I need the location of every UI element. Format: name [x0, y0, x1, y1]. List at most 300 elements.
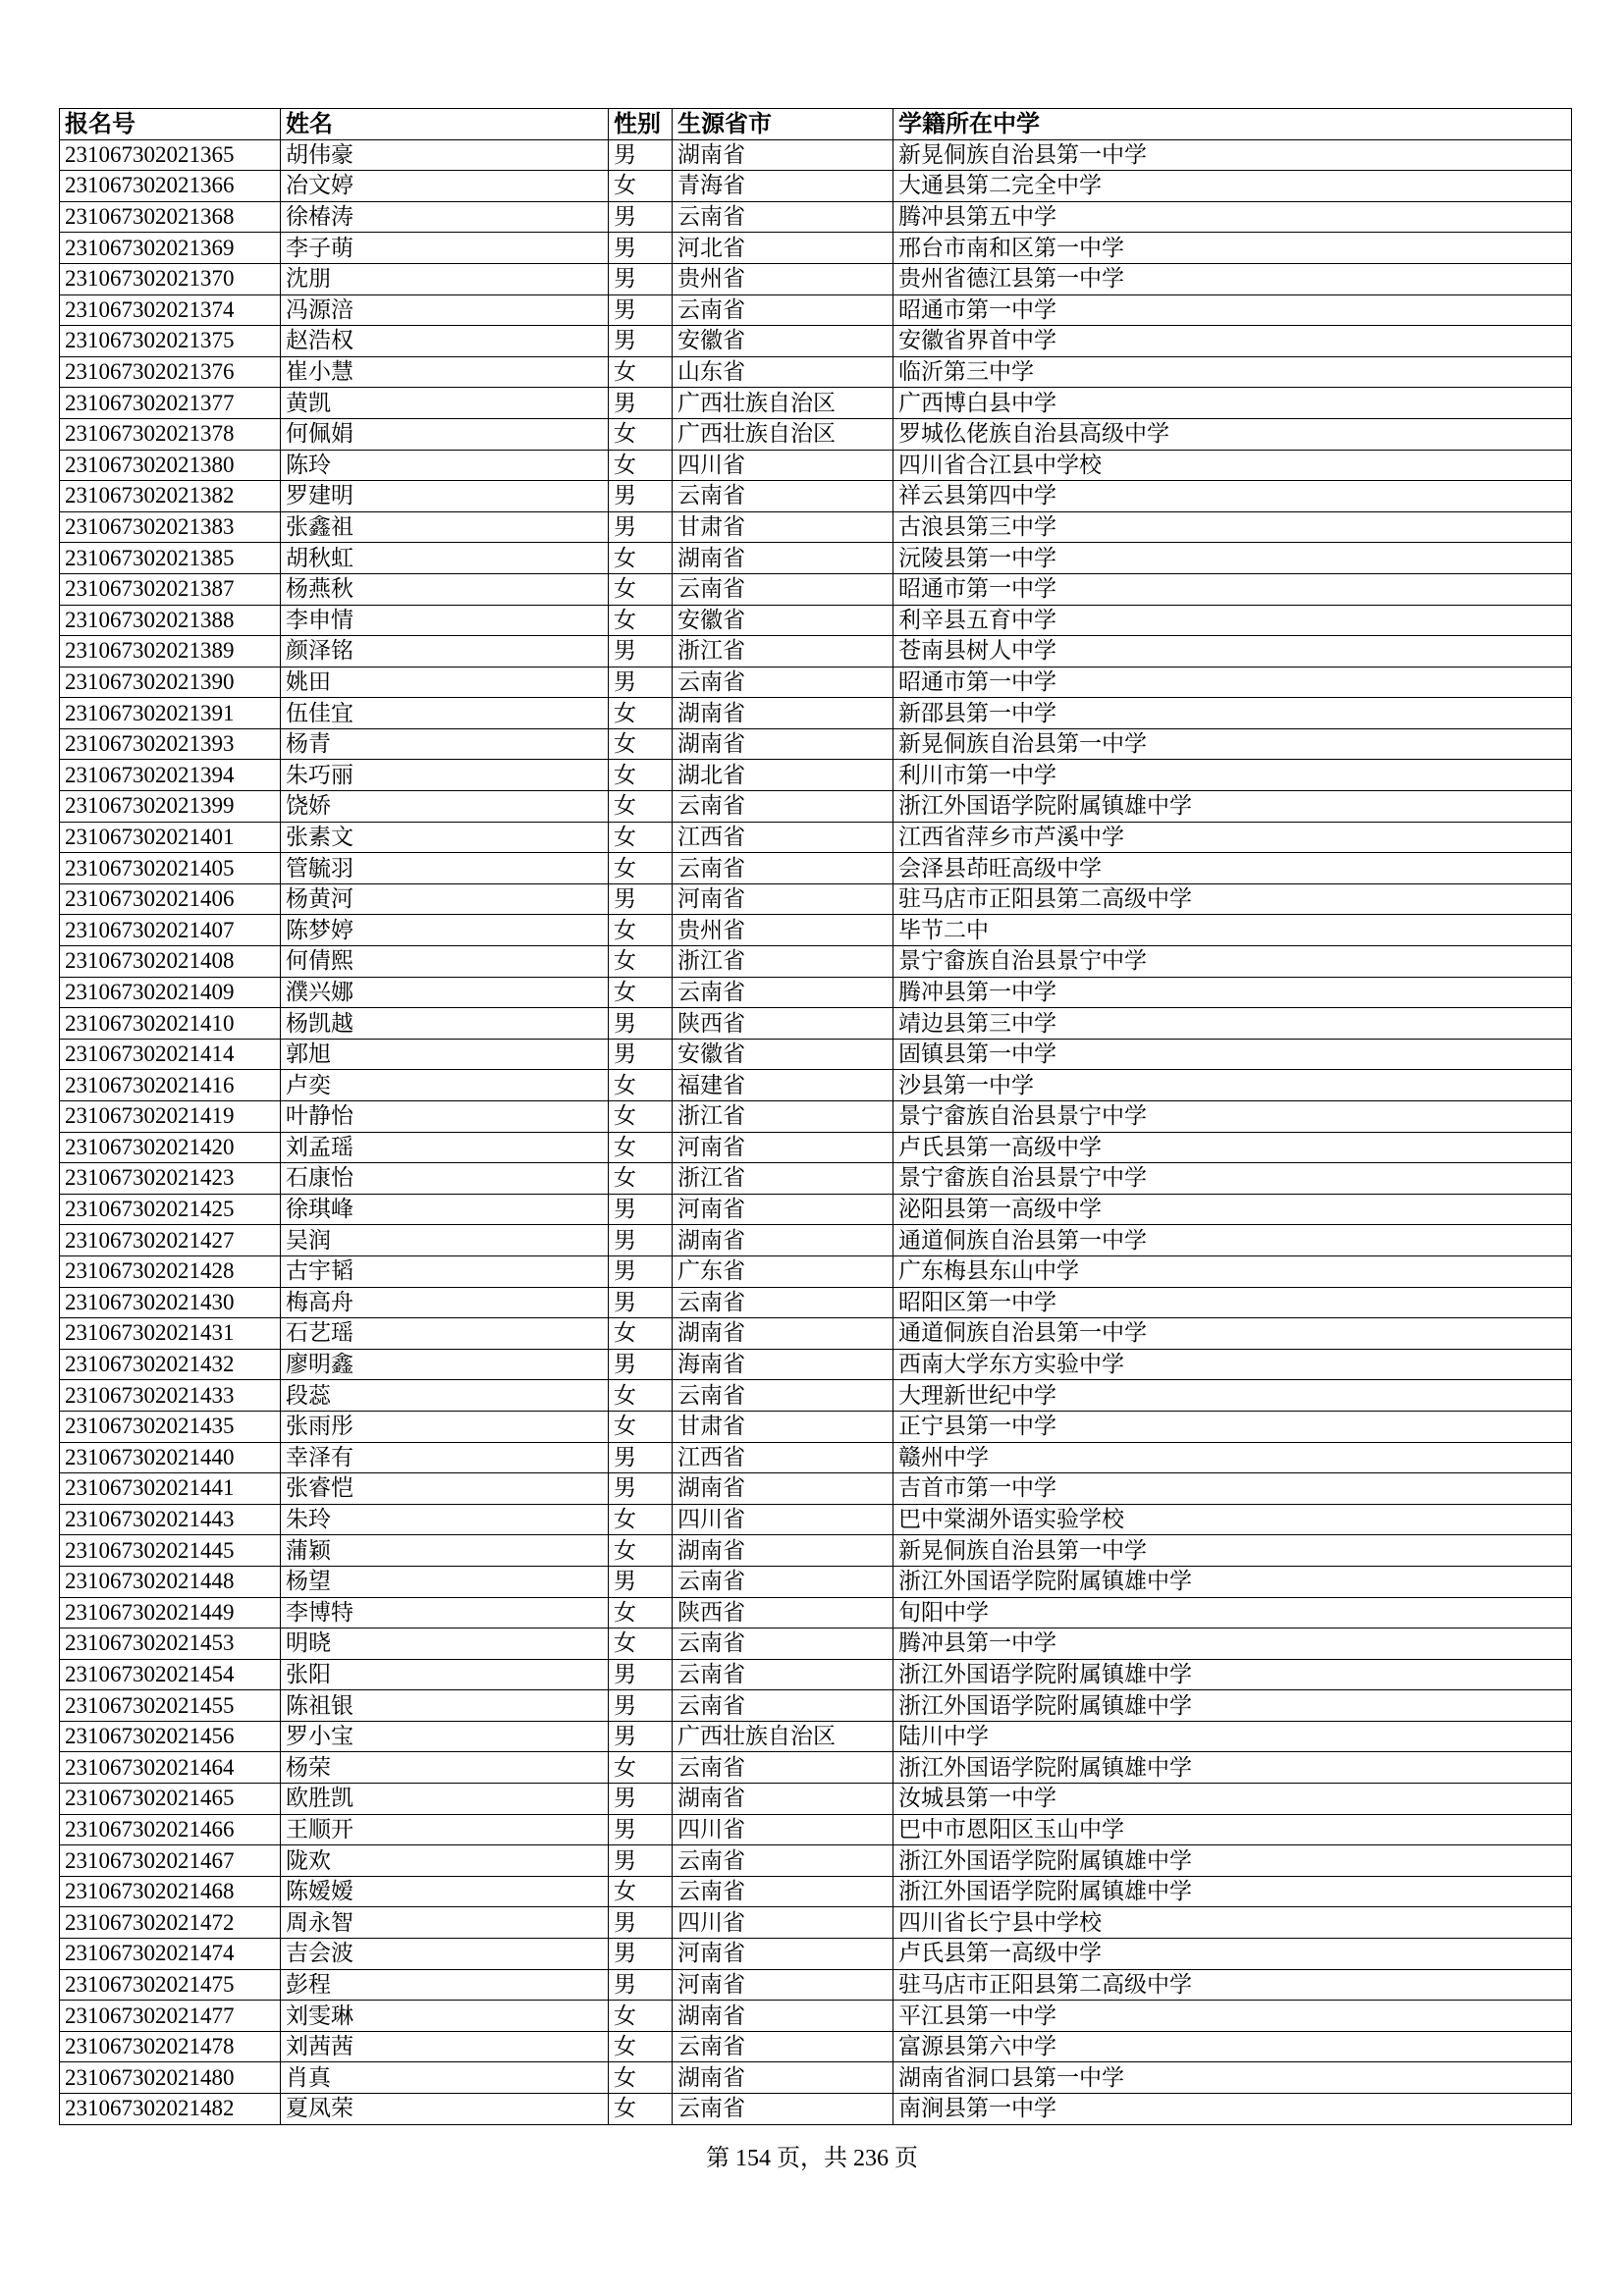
table-row [60, 822, 1572, 853]
registration-number-cell: 231067302021365 [60, 139, 281, 171]
name-cell: 杨凯越 [281, 1008, 609, 1040]
name-cell: 杨青 [281, 728, 609, 760]
table-row [60, 1442, 1572, 1473]
school-cell: 巴中市恩阳区玉山中学 [893, 1814, 1572, 1845]
school-cell: 安徽省界首中学 [893, 326, 1572, 357]
name-cell: 杨荣 [281, 1752, 609, 1784]
gender-cell: 男 [609, 1845, 673, 1877]
registration-number-cell: 231067302021475 [60, 1969, 281, 2001]
gender-cell: 男 [609, 1442, 673, 1473]
table-row [60, 915, 1572, 946]
table-row [60, 263, 1572, 294]
school-cell: 大通县第二完全中学 [893, 171, 1572, 202]
province-cell: 河南省 [673, 1939, 893, 1970]
name-cell: 何倩熙 [281, 946, 609, 978]
province-cell: 云南省 [673, 1690, 893, 1722]
table-row [60, 667, 1572, 698]
gender-cell: 女 [609, 543, 673, 574]
name-cell: 冯源涪 [281, 294, 609, 326]
school-cell: 旬阳中学 [893, 1597, 1572, 1629]
province-cell: 甘肃省 [673, 1411, 893, 1442]
table-row [60, 946, 1572, 978]
registration-number-cell: 231067302021366 [60, 171, 281, 202]
province-cell: 云南省 [673, 1380, 893, 1412]
registration-number-cell: 231067302021387 [60, 573, 281, 605]
province-cell: 四川省 [673, 1907, 893, 1939]
school-cell: 卢氏县第一高级中学 [893, 1939, 1572, 1970]
header-school: 学籍所在中学 [893, 109, 1572, 140]
table-row [60, 1535, 1572, 1567]
table-row [60, 728, 1572, 760]
school-cell: 昭通市第一中学 [893, 573, 1572, 605]
province-cell: 湖南省 [673, 728, 893, 760]
table-row [60, 1132, 1572, 1163]
gender-cell: 女 [609, 1504, 673, 1535]
name-cell: 欧胜凯 [281, 1784, 609, 1815]
name-cell: 张阳 [281, 1659, 609, 1690]
table-row [60, 883, 1572, 915]
registration-number-cell: 231067302021445 [60, 1535, 281, 1567]
school-cell: 浙江外国语学院附属镇雄中学 [893, 1566, 1572, 1597]
gender-cell: 男 [609, 233, 673, 264]
registration-number-cell: 231067302021414 [60, 1039, 281, 1070]
school-cell: 景宁畲族自治县景宁中学 [893, 1101, 1572, 1133]
table-row [60, 1876, 1572, 1907]
school-cell: 江西省萍乡市芦溪中学 [893, 822, 1572, 853]
registration-number-cell: 231067302021382 [60, 481, 281, 512]
table-row [60, 1690, 1572, 1722]
school-cell: 景宁畲族自治县景宁中学 [893, 946, 1572, 978]
table-row [60, 1255, 1572, 1287]
province-cell: 云南省 [673, 1659, 893, 1690]
registration-number-cell: 231067302021478 [60, 2031, 281, 2062]
table-row [60, 1969, 1572, 2001]
name-cell: 石艺瑶 [281, 1318, 609, 1350]
province-cell: 福建省 [673, 1070, 893, 1101]
gender-cell: 女 [609, 1132, 673, 1163]
table-row [60, 388, 1572, 419]
province-cell: 河南省 [673, 1194, 893, 1225]
province-cell: 云南省 [673, 977, 893, 1008]
school-cell: 平江县第一中学 [893, 2001, 1572, 2032]
school-cell: 固镇县第一中学 [893, 1039, 1572, 1070]
registration-number-cell: 231067302021464 [60, 1752, 281, 1784]
school-cell: 昭通市第一中学 [893, 294, 1572, 326]
province-cell: 湖南省 [673, 698, 893, 729]
province-cell: 湖南省 [673, 1473, 893, 1505]
gender-cell: 女 [609, 698, 673, 729]
gender-cell: 男 [609, 263, 673, 294]
province-cell: 河南省 [673, 1969, 893, 2001]
name-cell: 冶文婷 [281, 171, 609, 202]
name-cell: 罗小宝 [281, 1721, 609, 1752]
table-row [60, 1163, 1572, 1195]
registration-number-cell: 231067302021374 [60, 294, 281, 326]
table-row [60, 1784, 1572, 1815]
province-cell: 河南省 [673, 1132, 893, 1163]
province-cell: 山东省 [673, 356, 893, 388]
school-cell: 新邵县第一中学 [893, 698, 1572, 729]
gender-cell: 男 [609, 667, 673, 698]
school-cell: 富源县第六中学 [893, 2031, 1572, 2062]
gender-cell: 女 [609, 946, 673, 978]
school-cell: 驻马店市正阳县第二高级中学 [893, 1969, 1572, 2001]
name-cell: 濮兴娜 [281, 977, 609, 1008]
table-header-row [60, 109, 1572, 140]
school-cell: 腾冲县第五中学 [893, 201, 1572, 233]
school-cell: 赣州中学 [893, 1442, 1572, 1473]
gender-cell: 女 [609, 1876, 673, 1907]
province-cell: 广西壮族自治区 [673, 418, 893, 450]
province-cell: 湖南省 [673, 543, 893, 574]
school-cell: 沙县第一中学 [893, 1070, 1572, 1101]
name-cell: 李子萌 [281, 233, 609, 264]
registration-number-cell: 231067302021435 [60, 1411, 281, 1442]
registration-number-cell: 231067302021375 [60, 326, 281, 357]
province-cell: 陕西省 [673, 1597, 893, 1629]
school-cell: 新晃侗族自治县第一中学 [893, 728, 1572, 760]
registration-number-cell: 231067302021410 [60, 1008, 281, 1040]
province-cell: 云南省 [673, 2031, 893, 2062]
province-cell: 贵州省 [673, 263, 893, 294]
province-cell: 安徽省 [673, 326, 893, 357]
name-cell: 陈祖银 [281, 1690, 609, 1722]
school-cell: 新晃侗族自治县第一中学 [893, 1535, 1572, 1567]
name-cell: 胡伟豪 [281, 139, 609, 171]
province-cell: 广西壮族自治区 [673, 1721, 893, 1752]
gender-cell: 男 [609, 1349, 673, 1380]
name-cell: 黄凯 [281, 388, 609, 419]
registration-number-cell: 231067302021480 [60, 2062, 281, 2094]
registration-number-cell: 231067302021430 [60, 1287, 281, 1318]
province-cell: 陕西省 [673, 1008, 893, 1040]
registration-number-cell: 231067302021448 [60, 1566, 281, 1597]
province-cell: 云南省 [673, 201, 893, 233]
province-cell: 安徽省 [673, 1039, 893, 1070]
table-row [60, 1659, 1572, 1690]
name-cell: 刘孟瑶 [281, 1132, 609, 1163]
gender-cell: 女 [609, 418, 673, 450]
province-cell: 浙江省 [673, 636, 893, 667]
name-cell: 姚田 [281, 667, 609, 698]
province-cell: 云南省 [673, 573, 893, 605]
province-cell: 河南省 [673, 883, 893, 915]
gender-cell: 女 [609, 915, 673, 946]
province-cell: 云南省 [673, 853, 893, 884]
registration-number-cell: 231067302021393 [60, 728, 281, 760]
name-cell: 李申情 [281, 605, 609, 636]
header-registration-number: 报名号 [60, 109, 281, 140]
name-cell: 颜泽铭 [281, 636, 609, 667]
registration-number-cell: 231067302021449 [60, 1597, 281, 1629]
registration-number-cell: 231067302021369 [60, 233, 281, 264]
name-cell: 陈玲 [281, 450, 609, 481]
province-cell: 湖南省 [673, 1318, 893, 1350]
school-cell: 驻马店市正阳县第二高级中学 [893, 883, 1572, 915]
gender-cell: 男 [609, 511, 673, 543]
registration-number-cell: 231067302021465 [60, 1784, 281, 1815]
table-row [60, 791, 1572, 823]
school-cell: 靖边县第三中学 [893, 1008, 1572, 1040]
table-row [60, 2001, 1572, 2032]
name-cell: 徐椿涛 [281, 201, 609, 233]
table-row [60, 450, 1572, 481]
registration-number-cell: 231067302021455 [60, 1690, 281, 1722]
table-row [60, 1194, 1572, 1225]
province-cell: 四川省 [673, 1814, 893, 1845]
name-cell: 沈朋 [281, 263, 609, 294]
school-cell: 祥云县第四中学 [893, 481, 1572, 512]
province-cell: 四川省 [673, 450, 893, 481]
school-cell: 卢氏县第一高级中学 [893, 1132, 1572, 1163]
gender-cell: 女 [609, 791, 673, 823]
province-cell: 云南省 [673, 1845, 893, 1877]
school-cell: 利川市第一中学 [893, 760, 1572, 791]
table-row [60, 1039, 1572, 1070]
province-cell: 湖南省 [673, 139, 893, 171]
name-cell: 吉会波 [281, 1939, 609, 1970]
province-cell: 河北省 [673, 233, 893, 264]
gender-cell: 女 [609, 356, 673, 388]
province-cell: 甘肃省 [673, 511, 893, 543]
name-cell: 明晓 [281, 1629, 609, 1660]
school-cell: 通道侗族自治县第一中学 [893, 1225, 1572, 1256]
school-cell: 昭阳区第一中学 [893, 1287, 1572, 1318]
table-row [60, 139, 1572, 171]
province-cell: 云南省 [673, 294, 893, 326]
table-row [60, 853, 1572, 884]
name-cell: 徐琪峰 [281, 1194, 609, 1225]
registration-number-cell: 231067302021420 [60, 1132, 281, 1163]
name-cell: 吴润 [281, 1225, 609, 1256]
province-cell: 云南省 [673, 481, 893, 512]
registration-number-cell: 231067302021391 [60, 698, 281, 729]
name-cell: 罗建明 [281, 481, 609, 512]
name-cell: 古宇韬 [281, 1255, 609, 1287]
province-cell: 湖南省 [673, 2001, 893, 2032]
table-row [60, 1597, 1572, 1629]
gender-cell: 女 [609, 853, 673, 884]
province-cell: 海南省 [673, 1349, 893, 1380]
name-cell: 张素文 [281, 822, 609, 853]
school-cell: 邢台市南和区第一中学 [893, 233, 1572, 264]
school-cell: 会泽县茚旺高级中学 [893, 853, 1572, 884]
school-cell: 腾冲县第一中学 [893, 1629, 1572, 1660]
registration-number-cell: 231067302021428 [60, 1255, 281, 1287]
school-cell: 浙江外国语学院附属镇雄中学 [893, 1845, 1572, 1877]
table-row [60, 1349, 1572, 1380]
gender-cell: 女 [609, 728, 673, 760]
province-cell: 安徽省 [673, 605, 893, 636]
school-cell: 沅陵县第一中学 [893, 543, 1572, 574]
gender-cell: 男 [609, 1969, 673, 2001]
name-cell: 赵浩权 [281, 326, 609, 357]
school-cell: 四川省合江县中学校 [893, 450, 1572, 481]
gender-cell: 女 [609, 171, 673, 202]
school-cell: 南涧县第一中学 [893, 2094, 1572, 2125]
table-row [60, 1752, 1572, 1784]
gender-cell: 女 [609, 1380, 673, 1412]
gender-cell: 男 [609, 1287, 673, 1318]
registration-number-cell: 231067302021456 [60, 1721, 281, 1752]
table-row [60, 1225, 1572, 1256]
gender-cell: 男 [609, 883, 673, 915]
province-cell: 江西省 [673, 1442, 893, 1473]
table-row [60, 1939, 1572, 1970]
gender-cell: 女 [609, 450, 673, 481]
province-cell: 云南省 [673, 1566, 893, 1597]
name-cell: 何佩娟 [281, 418, 609, 450]
school-cell: 四川省长宁县中学校 [893, 1907, 1572, 1939]
gender-cell: 男 [609, 1659, 673, 1690]
gender-cell: 女 [609, 1411, 673, 1442]
registration-number-cell: 231067302021431 [60, 1318, 281, 1350]
gender-cell: 男 [609, 1814, 673, 1845]
school-cell: 泌阳县第一高级中学 [893, 1194, 1572, 1225]
name-cell: 夏凤荣 [281, 2094, 609, 2125]
province-cell: 云南省 [673, 667, 893, 698]
registration-number-cell: 231067302021399 [60, 791, 281, 823]
school-cell: 广西博白县中学 [893, 388, 1572, 419]
school-cell: 通道侗族自治县第一中学 [893, 1318, 1572, 1350]
name-cell: 张雨彤 [281, 1411, 609, 1442]
province-cell: 江西省 [673, 822, 893, 853]
registration-number-cell: 231067302021482 [60, 2094, 281, 2125]
gender-cell: 女 [609, 1163, 673, 1195]
registration-number-cell: 231067302021390 [60, 667, 281, 698]
registration-number-cell: 231067302021405 [60, 853, 281, 884]
name-cell: 梅高舟 [281, 1287, 609, 1318]
province-cell: 湖南省 [673, 1225, 893, 1256]
table-row [60, 1473, 1572, 1505]
gender-cell: 女 [609, 1752, 673, 1784]
province-cell: 浙江省 [673, 1163, 893, 1195]
name-cell: 蒲颖 [281, 1535, 609, 1567]
table-row [60, 201, 1572, 233]
name-cell: 伍佳宜 [281, 698, 609, 729]
table-body [60, 139, 1572, 2124]
registration-number-cell: 231067302021377 [60, 388, 281, 419]
gender-cell: 女 [609, 1101, 673, 1133]
registration-number-cell: 231067302021441 [60, 1473, 281, 1505]
registration-number-cell: 231067302021388 [60, 605, 281, 636]
registration-number-cell: 231067302021380 [60, 450, 281, 481]
table-row [60, 543, 1572, 574]
school-cell: 正宁县第一中学 [893, 1411, 1572, 1442]
school-cell: 巴中棠湖外语实验学校 [893, 1504, 1572, 1535]
registration-number-cell: 231067302021468 [60, 1876, 281, 1907]
province-cell: 贵州省 [673, 915, 893, 946]
registration-number-cell: 231067302021408 [60, 946, 281, 978]
registration-number-cell: 231067302021423 [60, 1163, 281, 1195]
gender-cell: 男 [609, 1039, 673, 1070]
name-cell: 朱巧丽 [281, 760, 609, 791]
school-cell: 浙江外国语学院附属镇雄中学 [893, 1752, 1572, 1784]
school-cell: 陆川中学 [893, 1721, 1572, 1752]
table-row [60, 977, 1572, 1008]
gender-cell: 女 [609, 1597, 673, 1629]
table-row [60, 171, 1572, 202]
table-row [60, 1101, 1572, 1133]
table-row [60, 605, 1572, 636]
registration-number-cell: 231067302021433 [60, 1380, 281, 1412]
school-cell: 大理新世纪中学 [893, 1380, 1572, 1412]
table-row [60, 1318, 1572, 1350]
table-row [60, 356, 1572, 388]
registration-number-cell: 231067302021385 [60, 543, 281, 574]
table-row [60, 1566, 1572, 1597]
name-cell: 肖真 [281, 2062, 609, 2094]
registration-number-cell: 231067302021467 [60, 1845, 281, 1877]
gender-cell: 女 [609, 977, 673, 1008]
gender-cell: 女 [609, 822, 673, 853]
school-cell: 腾冲县第一中学 [893, 977, 1572, 1008]
table-row [60, 294, 1572, 326]
province-cell: 青海省 [673, 171, 893, 202]
gender-cell: 男 [609, 294, 673, 326]
province-cell: 云南省 [673, 1629, 893, 1660]
registration-number-cell: 231067302021407 [60, 915, 281, 946]
school-cell: 新晃侗族自治县第一中学 [893, 139, 1572, 171]
province-cell: 云南省 [673, 791, 893, 823]
name-cell: 刘雯琳 [281, 2001, 609, 2032]
province-cell: 湖南省 [673, 1784, 893, 1815]
registration-number-cell: 231067302021401 [60, 822, 281, 853]
table-row [60, 1814, 1572, 1845]
table-row [60, 418, 1572, 450]
gender-cell: 男 [609, 636, 673, 667]
school-cell: 利辛县五育中学 [893, 605, 1572, 636]
gender-cell: 女 [609, 2062, 673, 2094]
name-cell: 石康怡 [281, 1163, 609, 1195]
school-cell: 毕节二中 [893, 915, 1572, 946]
table-row [60, 1287, 1572, 1318]
school-cell: 景宁畲族自治县景宁中学 [893, 1163, 1572, 1195]
gender-cell: 男 [609, 326, 673, 357]
table-row [60, 573, 1572, 605]
table-row [60, 1380, 1572, 1412]
registration-number-cell: 231067302021443 [60, 1504, 281, 1535]
name-cell: 王顺开 [281, 1814, 609, 1845]
registration-number-cell: 231067302021370 [60, 263, 281, 294]
school-cell: 浙江外国语学院附属镇雄中学 [893, 1659, 1572, 1690]
table-row [60, 1845, 1572, 1877]
gender-cell: 男 [609, 481, 673, 512]
name-cell: 张鑫祖 [281, 511, 609, 543]
table-row [60, 2094, 1572, 2125]
name-cell: 刘茜茜 [281, 2031, 609, 2062]
registration-number-cell: 231067302021409 [60, 977, 281, 1008]
registration-number-cell: 231067302021472 [60, 1907, 281, 1939]
province-cell: 广西壮族自治区 [673, 388, 893, 419]
table-row [60, 1907, 1572, 1939]
registration-number-cell: 231067302021389 [60, 636, 281, 667]
registration-number-cell: 231067302021477 [60, 2001, 281, 2032]
table-row [60, 1008, 1572, 1040]
province-cell: 湖北省 [673, 760, 893, 791]
registration-number-cell: 231067302021383 [60, 511, 281, 543]
school-cell: 古浪县第三中学 [893, 511, 1572, 543]
registration-number-cell: 231067302021454 [60, 1659, 281, 1690]
school-cell: 西南大学东方实验中学 [893, 1349, 1572, 1380]
gender-cell: 女 [609, 1070, 673, 1101]
name-cell: 李博特 [281, 1597, 609, 1629]
name-cell: 饶娇 [281, 791, 609, 823]
province-cell: 云南省 [673, 1876, 893, 1907]
name-cell: 崔小慧 [281, 356, 609, 388]
name-cell: 杨黄河 [281, 883, 609, 915]
school-cell: 临沂第三中学 [893, 356, 1572, 388]
